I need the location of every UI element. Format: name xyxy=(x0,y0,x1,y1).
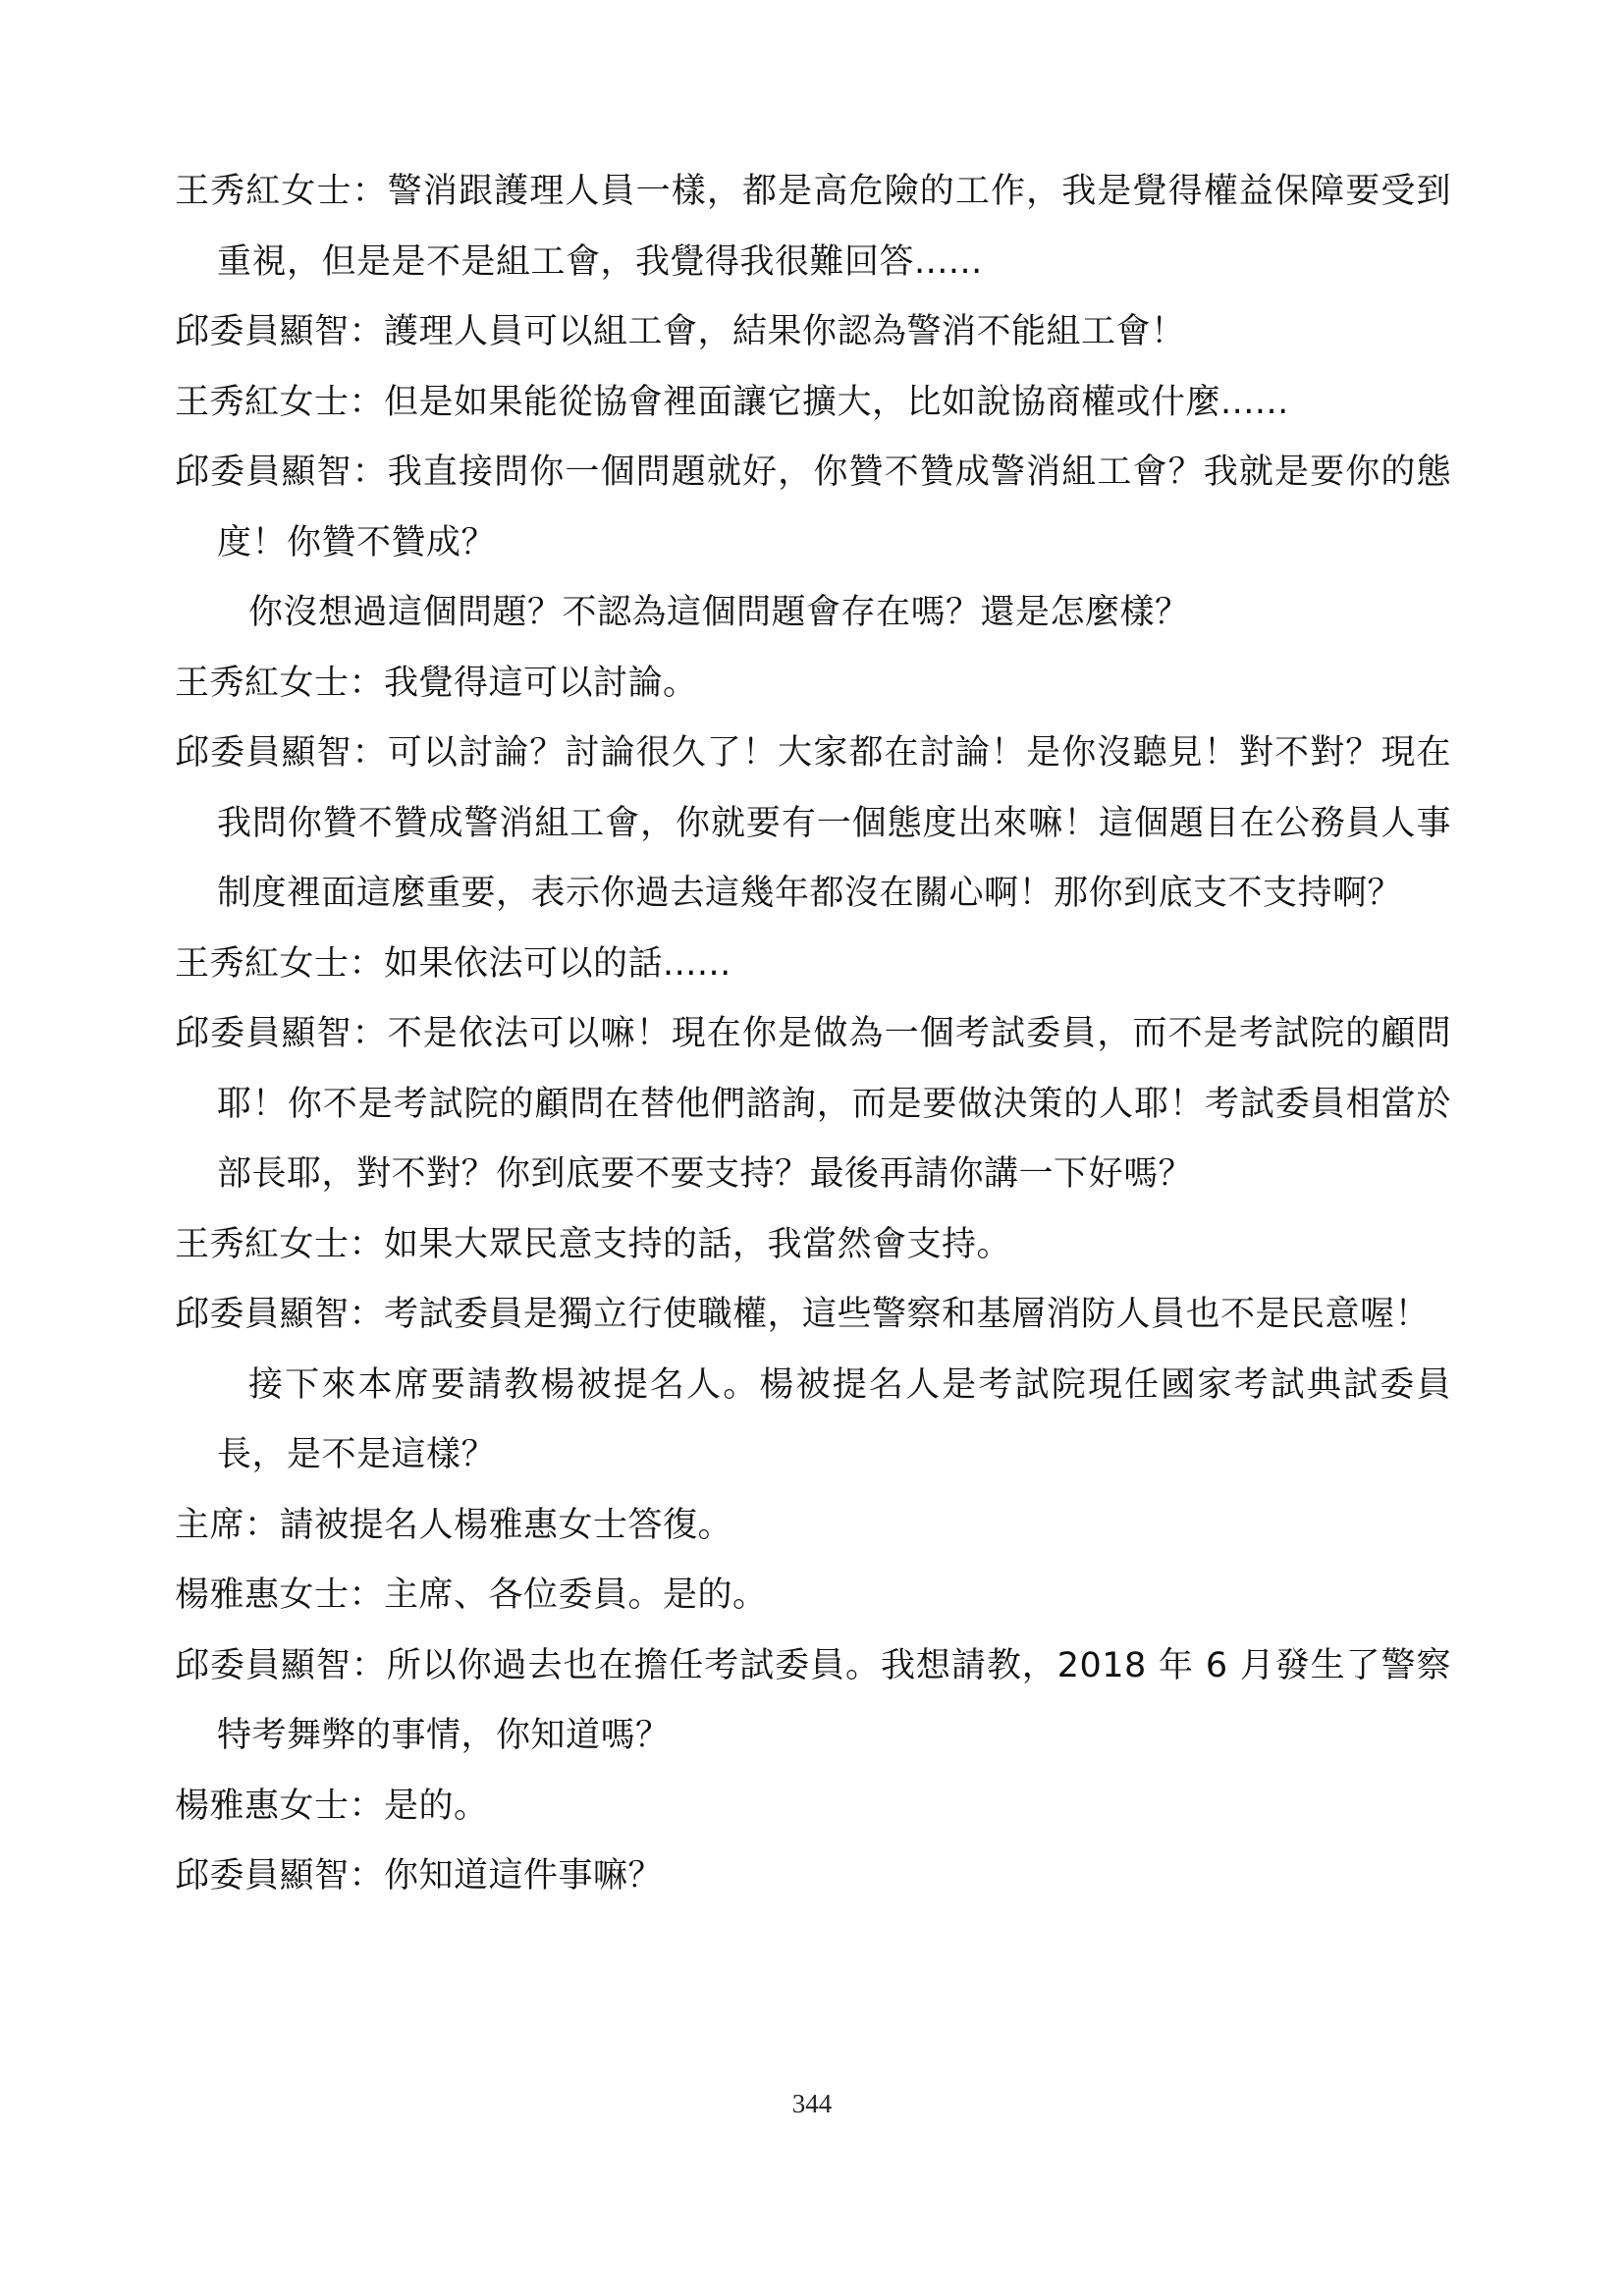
utterance-text: 如果依法可以的話...... xyxy=(384,943,731,984)
utterance xyxy=(175,1631,1451,1772)
utterance-continuation xyxy=(175,1351,1451,1491)
utterance xyxy=(175,1772,1451,1842)
utterance-text: 護理人員可以組工會，結果你認為警消不能組工會！ xyxy=(384,312,1186,351)
speaker-label: 王秀紅女士： xyxy=(175,663,385,703)
utterance xyxy=(175,1491,1451,1562)
utterance-text: 主席、各位委員。是的。 xyxy=(384,1575,768,1615)
utterance-text: 接下來本席要請教楊被提名人。楊被提名人是考試院現任國家考試典試委員長，是不是這樣？ xyxy=(217,1364,1451,1474)
utterance xyxy=(175,999,1451,1210)
speaker-label: 王秀紅女士： xyxy=(175,1224,385,1264)
utterance xyxy=(175,297,1451,368)
utterance xyxy=(175,649,1451,720)
speaker-label: 邱委員顯智： xyxy=(175,312,385,351)
utterance-text: 我直接問你一個問題就好，你贊不贊成警消組工會？我就是要你的態度！你贊不贊成？ xyxy=(217,453,1451,562)
utterance xyxy=(175,1561,1451,1631)
speaker-label: 王秀紅女士： xyxy=(175,943,385,984)
utterance xyxy=(175,719,1451,930)
utterance-text: 請被提名人楊雅惠女士答復。 xyxy=(279,1505,733,1545)
utterance-text: 我覺得這可以討論。 xyxy=(384,663,698,703)
utterance xyxy=(175,157,1451,297)
utterance-text: 你知道這件事嘛？ xyxy=(384,1856,664,1896)
utterance-text: 可以討論？討論很久了！大家都在討論！是你沒聽見！對不對？現在我問你贊不贊成警消組工會，你就要有一個態度出來嘛！這個題目在公務員人事制度裡面這麼重要，表示你過去這幾年都沒在關心啊！那你到底支不支持啊？ xyxy=(217,733,1451,913)
utterance-text: 警消跟護理人員一樣，都是高危險的工作，我是覺得權益保障要受到重視，但是是不是組工會，我覺得我很難回答...... xyxy=(217,172,1451,282)
utterance xyxy=(175,1280,1451,1351)
utterance xyxy=(175,930,1451,1000)
speaker-label: 邱委員顯智： xyxy=(175,1856,385,1896)
speaker-label: 主席： xyxy=(175,1505,280,1545)
page-number: 344 xyxy=(791,2089,833,2118)
utterance-text: 如果大眾民意支持的話，我當然會支持。 xyxy=(384,1224,1012,1264)
utterance xyxy=(175,368,1451,439)
utterance-text: 考試委員是獨立行使職權，這些警察和基層消防人員也不是民意喔！ xyxy=(384,1295,1431,1334)
utterance-text: 你沒想過這個問題？不認為這個問題會存在嗎？還是怎麼樣？ xyxy=(248,593,1190,632)
speaker-label: 邱委員顯智： xyxy=(175,1014,388,1053)
utterance xyxy=(175,1210,1451,1281)
utterance-text: 所以你過去也在擔任考試委員。我想請教，2018 年 6 月發生了警察特考舞弊的事情，你知道嗎？ xyxy=(217,1645,1451,1755)
utterance xyxy=(175,438,1451,578)
utterance-text: 不是依法可以嘛！現在你是做為一個考試委員，而不是考試院的顧問耶！你不是考試院的顧問在替他們諮詢，而是要做決策的人耶！考試委員相當於部長耶，對不對？你到底要不要支持？最後再請你講一下好嗎？ xyxy=(217,1014,1451,1194)
utterance-text: 但是如果能從協會裡面讓它擴大，比如說協商權或什麼...... xyxy=(384,382,1289,422)
speaker-label: 邱委員顯智： xyxy=(175,1295,385,1334)
transcript xyxy=(175,157,1451,1912)
utterance xyxy=(175,1842,1451,1912)
speaker-label: 楊雅惠女士： xyxy=(175,1786,385,1826)
speaker-label: 邱委員顯智： xyxy=(175,733,388,773)
speaker-label: 楊雅惠女士： xyxy=(175,1575,385,1615)
speaker-label: 邱委員顯智： xyxy=(175,1645,387,1685)
speaker-label: 王秀紅女士： xyxy=(175,382,385,422)
utterance-continuation xyxy=(175,578,1451,649)
speaker-label: 王秀紅女士： xyxy=(175,172,388,211)
speaker-label: 邱委員顯智： xyxy=(175,453,388,492)
utterance-text: 是的。 xyxy=(384,1786,489,1826)
